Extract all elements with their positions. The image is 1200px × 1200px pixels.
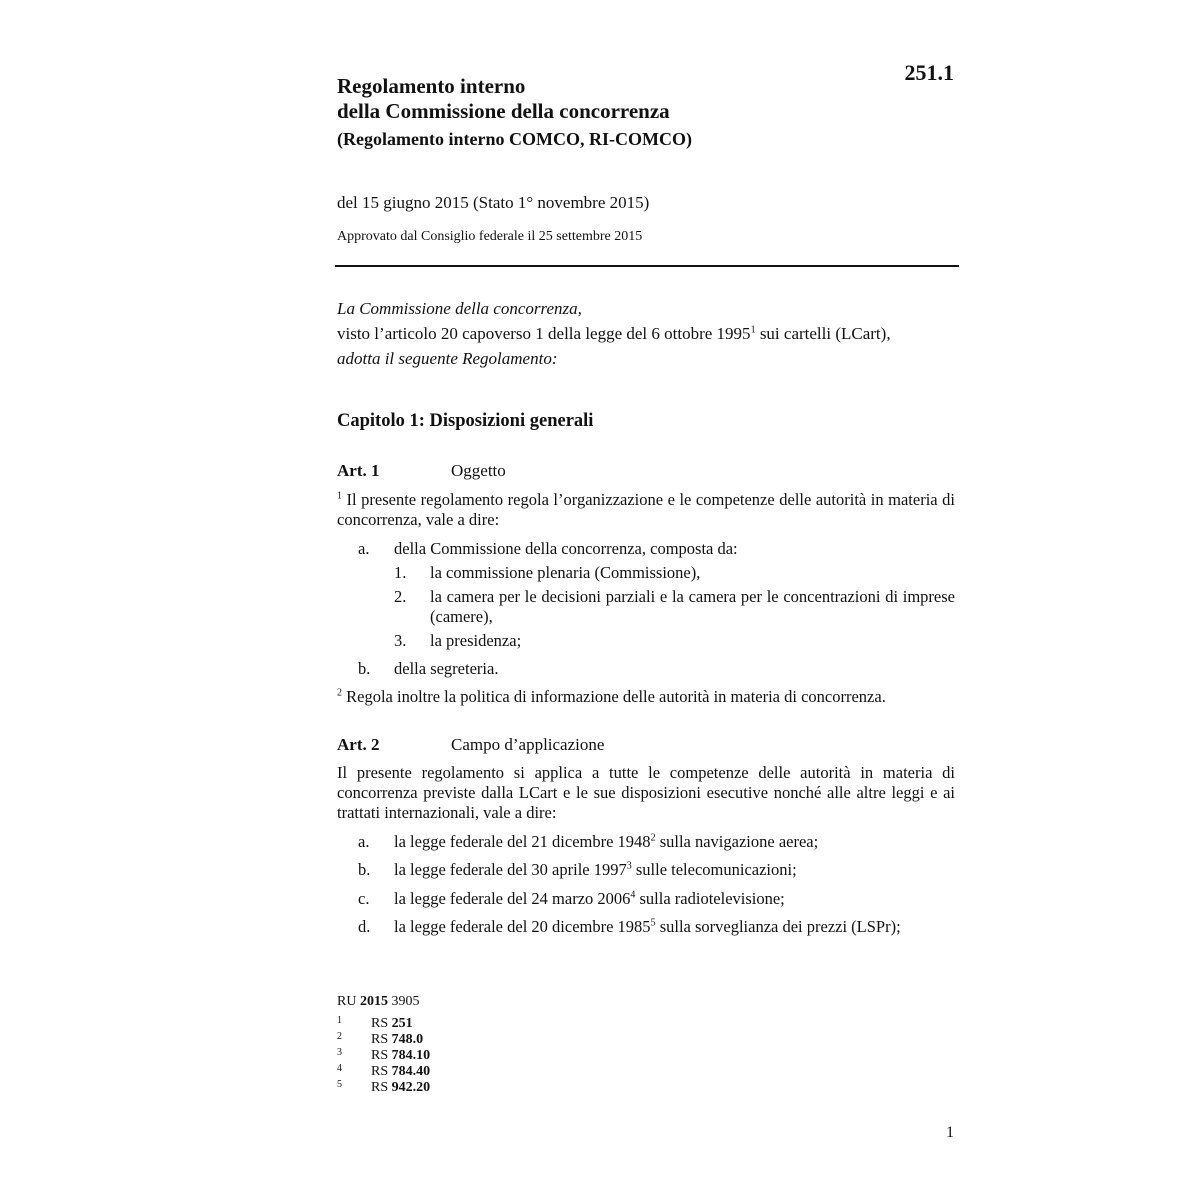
title-line-1: Regolamento interno [337,74,526,98]
footnote-prefix: RS [371,1016,392,1031]
footnote-ref[interactable]: 2 [650,832,656,844]
paragraph-number: 2 [337,687,342,699]
article-number: Art. 2 [337,735,380,754]
footnote-number: 5 [337,1079,342,1090]
footnote-text [371,1016,413,1032]
footnote-text [371,1048,430,1064]
ru-prefix: RU [337,994,360,1009]
ru-page: 3905 [387,994,420,1009]
footnote-ref[interactable]: 5 [650,917,656,929]
footnote-ref-number: 784.40 [391,1064,431,1079]
list-text: della Commissione della concorrenza, composta da: [394,539,738,558]
footnote-prefix: RS [371,1032,392,1047]
official-compilation-reference [337,994,419,1010]
footnote-text [371,1080,430,1096]
list-text [394,832,955,852]
approval-note: Approvato dal Consiglio federale il 25 settembre 2015 [337,229,643,244]
header-divider [335,265,959,267]
list-marker: a. [358,539,370,558]
list-marker: a. [358,832,370,851]
list-text: della segreteria. [394,659,499,678]
law-reference: la legge federale del 24 marzo 2006 [394,889,631,908]
article-1-heading [337,461,506,481]
document-date: del 15 giugno 2015 (Stato 1° novembre 2015) [337,193,650,212]
law-subject: sulla radiotelevisione; [635,889,785,908]
sr-number: 251.1 [904,60,954,85]
title-line-2: della Commissione della concorrenza [337,99,670,123]
paragraph-text: Il presente regolamento regola l’organizzazione e le competenze delle autorità in materia di concorrenza, vale a dire: [337,490,955,529]
article-title: Campo d’applicazione [451,735,605,754]
list-text [394,860,955,880]
footnote-ref[interactable]: 4 [630,889,636,901]
footnote-ref[interactable]: 3 [626,860,632,872]
footnote-ref-number: 748.0 [391,1032,424,1047]
ru-year: 2015 [359,994,388,1009]
footnote-ref-number: 942.20 [391,1080,431,1095]
footnote-number: 1 [337,1015,342,1026]
footnote-number: 2 [337,1031,342,1042]
article-title: Oggetto [451,461,506,480]
preamble-line-2-tail: sui cartelli (LCart), [755,324,891,343]
article-number: Art. 1 [337,461,380,480]
chapter-heading: Capitolo 1: Disposizioni generali [337,411,594,431]
document-title [337,74,670,124]
preamble [337,296,955,371]
paragraph-text: Regola inoltre la politica di informazione delle autorità in materia di concorrenza. [342,687,886,706]
preamble-line-1: La Commissione della concorrenza, [337,299,582,318]
document-subtitle: (Regolamento interno COMCO, RI-COMCO) [337,129,692,149]
preamble-line-3: adotta il seguente Regolamento: [337,349,558,368]
law-reference: la legge federale del 20 dicembre 1985 [394,917,651,936]
footnote-text [371,1064,430,1080]
list-marker: 3. [394,631,407,650]
list-text: la camera per le decisioni parziali e la camera per le concentrazioni di imprese (camere), [430,587,955,626]
law-subject: sulla navigazione aerea; [655,832,819,851]
footnote-text [371,1032,423,1048]
law-subject: sulle telecomunicazioni; [631,860,797,879]
footnote-ref-number: 251 [391,1016,413,1031]
footnote-prefix: RS [371,1064,392,1079]
list-text [394,889,955,909]
paragraph-number: 1 [337,490,342,502]
footnote-ref[interactable]: 1 [750,324,756,336]
list-marker: 1. [394,563,407,582]
footnote-ref-number: 784.10 [391,1048,431,1063]
law-reference: la legge federale del 21 dicembre 1948 [394,832,651,851]
list-marker: d. [358,917,371,936]
footnote-prefix: RS [371,1080,392,1095]
footnote-number: 4 [337,1063,342,1074]
law-subject: sulla sorveglianza dei prezzi (LSPr); [655,917,901,936]
page-number: 1 [946,1124,954,1141]
article-2-heading [337,735,604,755]
article-2-intro: Il presente regolamento si applica a tutte le competenze delle autorità in materia di concorrenza previste dalla LCart e le sue disposizioni esecutive nonché alle altre leggi e ai trattati internazionali, vale a dire: [337,763,955,822]
list-marker: 2. [394,587,407,606]
article-1-paragraph-1 [337,490,955,530]
list-marker: b. [358,659,371,678]
list-text [394,917,955,937]
footnote-prefix: RS [371,1048,392,1063]
list-marker: c. [358,889,370,908]
list-marker: b. [358,860,371,879]
article-1-paragraph-2 [337,687,955,707]
list-text: la presidenza; [430,631,522,650]
preamble-line-2-text: visto l’articolo 20 capoverso 1 della legge del 6 ottobre 1995 [337,324,751,343]
footnote-number: 3 [337,1047,342,1058]
law-reference: la legge federale del 30 aprile 1997 [394,860,627,879]
list-text: la commissione plenaria (Commissione), [430,563,701,582]
preamble-line-2 [337,321,955,346]
